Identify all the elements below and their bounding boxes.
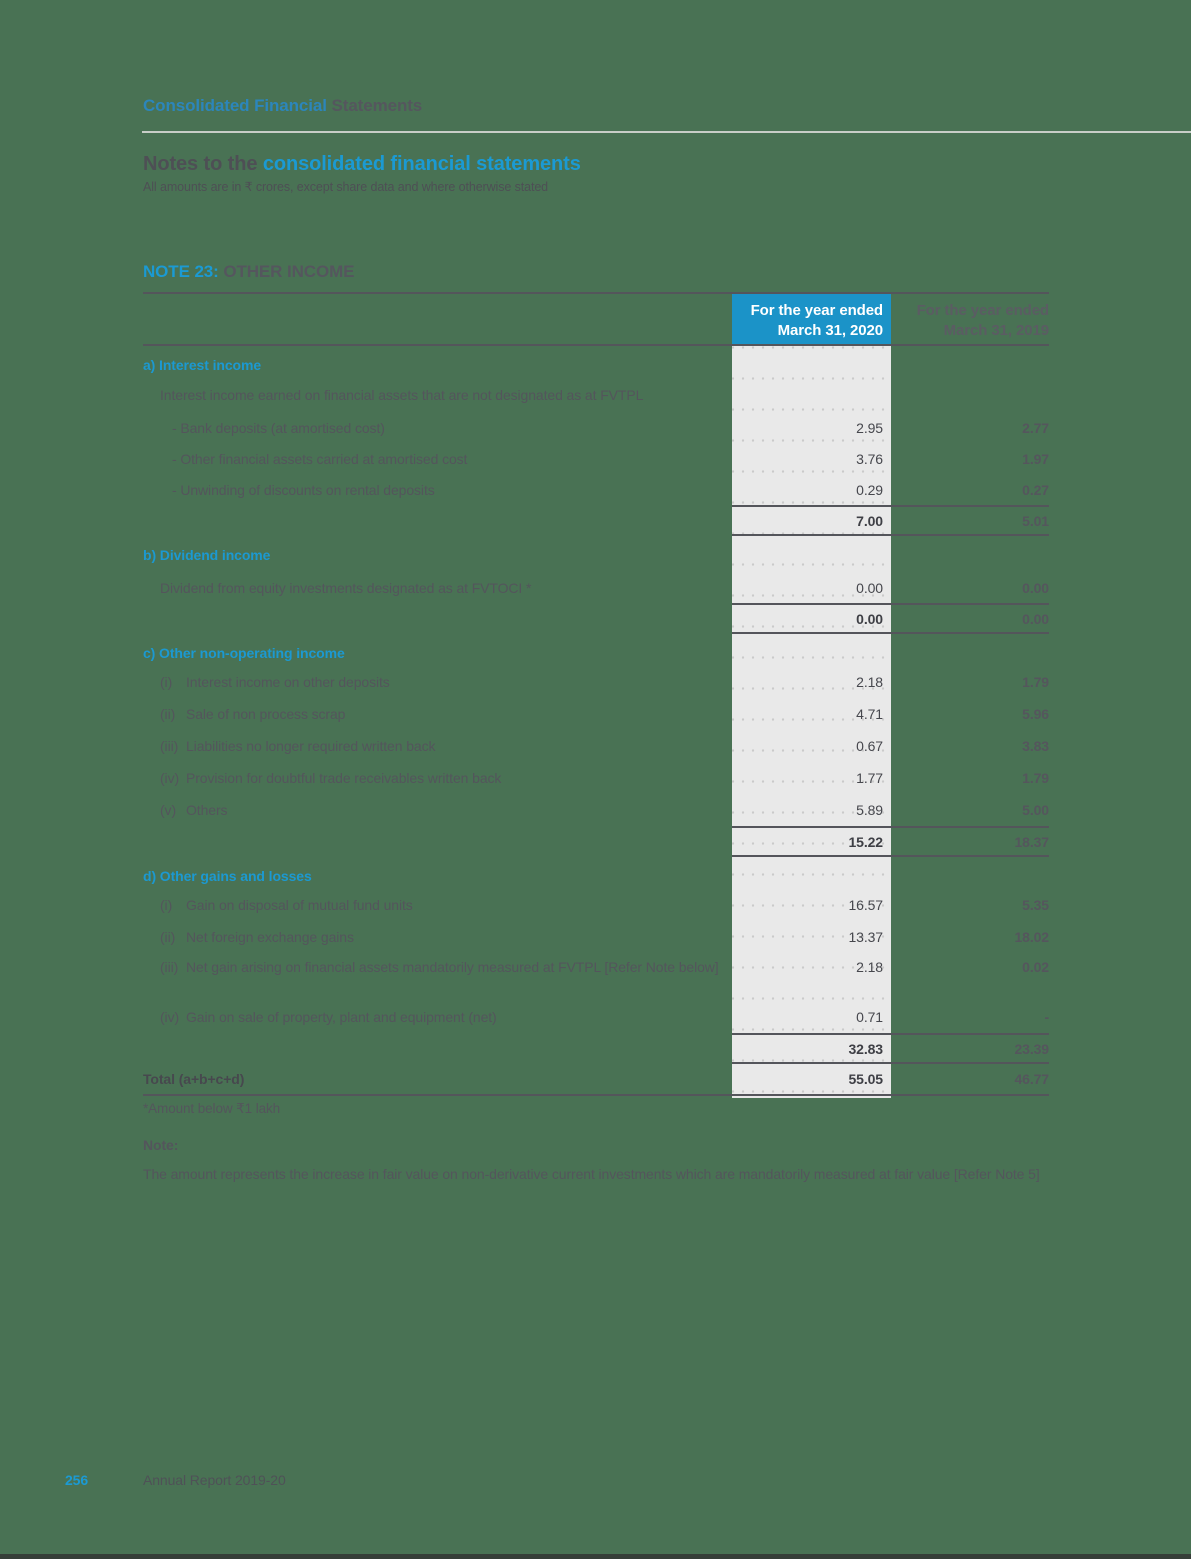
row-label-text: Others (186, 802, 228, 818)
note-label: Note: (143, 1137, 179, 1153)
row-label-text: Liabilities no longer required written back (186, 738, 436, 754)
header-divider (142, 131, 1191, 133)
row-label-text: Provision for doubtful trade receivables written back (186, 770, 502, 786)
row-label (143, 1009, 732, 1025)
value-2019: 0.00 (1022, 610, 1049, 627)
table-row (143, 762, 1049, 794)
row-label (143, 547, 732, 563)
row-values (732, 730, 1049, 762)
row-values (732, 794, 1049, 826)
page-title-blue: Consolidated Financial (143, 96, 327, 115)
value-2019: 5.35 (1022, 897, 1049, 913)
table-row (143, 1064, 1049, 1096)
row-label (143, 420, 732, 436)
row-values (732, 352, 1049, 378)
row-values (732, 666, 1049, 698)
row-label (143, 674, 732, 690)
value-2020: 5.89 (856, 802, 883, 818)
value-2019: 0.02 (1022, 959, 1049, 975)
value-2020: 0.67 (856, 738, 883, 754)
row-label (143, 897, 732, 913)
value-2020: 16.57 (848, 897, 883, 913)
row-prefix: (ii) (160, 929, 176, 945)
page-bottom-bar (0, 1554, 1191, 1559)
table-row (143, 889, 1049, 921)
value-2019: - (1044, 1009, 1049, 1025)
value-2019: 23.39 (1014, 1040, 1049, 1057)
table-row (143, 572, 1049, 603)
row-values (732, 863, 1049, 889)
note-body: The amount represents the increase in fair value on non-derivative current investments which are mandatorily measured at fair value [Refer Note 5] (143, 1166, 1040, 1182)
value-2019: 5.01 (1022, 512, 1049, 529)
row-label-text: d) Other gains and losses (143, 868, 312, 884)
row-values (732, 921, 1049, 953)
row-label-text: Gain on sale of property, plant and equipment (net) (186, 1009, 497, 1025)
row-prefix: (iv) (160, 770, 180, 786)
row-values (732, 378, 1049, 412)
row-prefix: (iii) (160, 959, 179, 975)
page-title (143, 96, 422, 116)
value-2020: 0.29 (856, 481, 883, 498)
footer-text: Annual Report 2019-20 (143, 1472, 286, 1488)
value-2020: 0.71 (856, 1009, 883, 1025)
col-header-2020 (732, 294, 891, 344)
value-2019: 1.97 (1022, 450, 1049, 467)
table-row (143, 640, 1049, 666)
value-2019: 18.37 (1014, 833, 1049, 850)
value-2020: 2.18 (856, 674, 883, 690)
row-prefix: (v) (160, 802, 177, 818)
table-row (143, 603, 1049, 634)
value-2020: 4.71 (856, 706, 883, 722)
row-label-text: - Bank deposits (at amortised cost) (172, 419, 385, 436)
row-values (732, 1001, 1049, 1033)
table-row (143, 863, 1049, 889)
value-2019: 0.27 (1022, 481, 1049, 498)
row-label-text: Dividend from equity investments designated as at FVTOCI * (160, 579, 532, 596)
row-prefix: (iv) (160, 1009, 180, 1025)
row-values (732, 956, 1049, 978)
table-row (143, 352, 1049, 378)
col-header-2019-line2: March 31, 2019 (943, 322, 1049, 339)
table-row (143, 505, 1049, 536)
table-row (143, 953, 1049, 1001)
row-values (732, 572, 1049, 603)
row-label (143, 387, 732, 403)
row-values (732, 826, 1049, 857)
row-values (732, 889, 1049, 921)
row-label (143, 770, 732, 786)
row-label (143, 802, 732, 818)
row-values (732, 603, 1049, 634)
row-prefix: (i) (160, 674, 173, 690)
page-number: 256 (65, 1472, 89, 1488)
col-header-2020-line1: For the year ended (750, 302, 883, 319)
footnote: *Amount below ₹1 lakh (143, 1101, 281, 1116)
row-label (143, 1071, 732, 1087)
col-header-2019 (891, 294, 1049, 344)
row-label-text: c) Other non-operating income (143, 645, 345, 661)
value-2019: 5.00 (1022, 802, 1049, 818)
value-2019: 46.77 (1014, 1071, 1049, 1087)
row-label (143, 956, 732, 978)
table-row (143, 698, 1049, 730)
value-2020: 13.37 (848, 929, 883, 945)
notes-heading-prefix: Notes to the (143, 153, 263, 175)
row-label (143, 868, 732, 884)
row-label-text: a) Interest income (143, 357, 262, 373)
row-label-text: - Unwinding of discounts on rental deposits (172, 481, 435, 498)
value-2020: 2.18 (856, 959, 883, 975)
notes-heading-highlight: consolidated financial statements (262, 153, 581, 175)
row-label-text: Net gain arising on financial assets mandatorily measured at FVTPL [Refer Note below] (186, 959, 719, 975)
row-values (732, 443, 1049, 474)
row-values (732, 542, 1049, 568)
value-2020: 2.95 (856, 419, 883, 436)
table-header-spacer (143, 294, 732, 344)
row-label-text: Interest income earned on financial assets that are not designated as at FVTPL (160, 387, 644, 403)
row-values (732, 1064, 1049, 1094)
row-values (732, 640, 1049, 666)
row-label (143, 451, 732, 467)
row-label (143, 357, 732, 373)
value-2019: 3.83 (1022, 738, 1049, 754)
table-row (143, 730, 1049, 762)
row-label (143, 580, 732, 596)
table-row (143, 794, 1049, 826)
row-values (732, 698, 1049, 730)
row-prefix: (ii) (160, 706, 176, 722)
table-row (143, 1001, 1049, 1033)
value-2020: 7.00 (856, 512, 883, 529)
value-2020: 55.05 (848, 1071, 883, 1087)
value-2019: 18.02 (1014, 929, 1049, 945)
row-label-text: Net foreign exchange gains (186, 929, 354, 945)
row-label-text: Total (a+b+c+d) (143, 1071, 245, 1087)
row-values (732, 505, 1049, 536)
table-row (143, 921, 1049, 953)
value-2019: 2.77 (1022, 419, 1049, 436)
row-label (143, 738, 732, 754)
row-label-text: b) Dividend income (143, 547, 271, 563)
row-label (143, 929, 732, 945)
table-rows (143, 346, 1049, 1096)
row-label-text: Interest income on other deposits (186, 674, 390, 690)
table-row (143, 826, 1049, 857)
row-label (143, 706, 732, 722)
table-row (143, 1033, 1049, 1064)
table-row (143, 378, 1049, 412)
value-2020: 0.00 (856, 610, 883, 627)
value-2020: 0.00 (856, 579, 883, 596)
value-2019: 0.00 (1022, 579, 1049, 596)
value-2019: 1.79 (1022, 770, 1049, 786)
note-23-title (143, 262, 354, 282)
table-row (143, 412, 1049, 443)
row-values (732, 412, 1049, 443)
table-row (143, 542, 1049, 568)
notes-heading (143, 153, 581, 176)
row-prefix: (i) (160, 897, 173, 913)
row-values (732, 1033, 1049, 1064)
row-values (732, 474, 1049, 505)
row-label-text: - Other financial assets carried at amortised cost (172, 450, 468, 467)
table-row (143, 666, 1049, 698)
table-row (143, 474, 1049, 505)
value-2020: 1.77 (856, 770, 883, 786)
value-2020: 3.76 (856, 450, 883, 467)
note-name: OTHER INCOME (218, 262, 355, 281)
col-header-2020-line2: March 31, 2020 (777, 322, 883, 339)
value-2019: 5.96 (1022, 706, 1049, 722)
row-label-text: Gain on disposal of mutual fund units (186, 897, 413, 913)
table-header-row (143, 294, 1049, 344)
row-values (732, 762, 1049, 794)
value-2020: 15.22 (848, 833, 883, 850)
page-title-gray: Statements (326, 96, 423, 115)
table-row (143, 443, 1049, 474)
row-prefix: (iii) (160, 738, 179, 754)
col-header-2019-line1: For the year ended (916, 302, 1049, 319)
value-2020: 32.83 (848, 1040, 883, 1057)
note-number: NOTE 23: (143, 262, 219, 281)
row-label (143, 482, 732, 498)
row-label (143, 645, 732, 661)
amounts-note: All amounts are in ₹ crores, except share data and where otherwise stated (143, 180, 549, 194)
row-label-text: Sale of non process scrap (186, 706, 346, 722)
value-2019: 1.79 (1022, 674, 1049, 690)
